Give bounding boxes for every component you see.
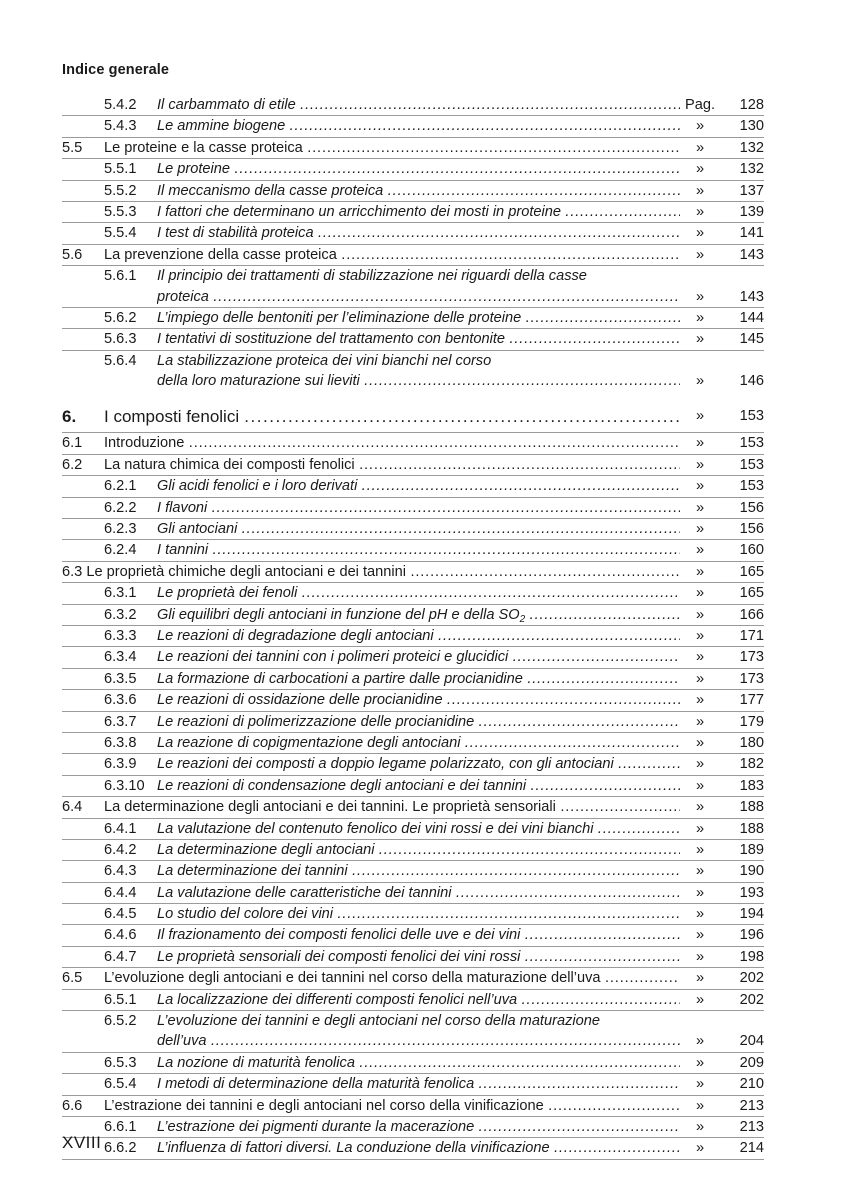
toc-page-marker: » <box>695 203 705 220</box>
toc-entry-number: 5.5 <box>62 139 83 156</box>
toc-entry <box>62 1138 764 1159</box>
toc-page-number: 153 <box>739 456 764 473</box>
toc-entry-number: 6.3.9 <box>104 756 137 773</box>
toc-entry <box>62 498 764 519</box>
toc-entry <box>62 733 764 754</box>
toc-entry-title: Il carbammato di etile . . . <box>157 95 680 115</box>
toc-page-marker: » <box>695 478 705 495</box>
toc-entry-title: proteica . . . <box>157 287 680 307</box>
toc-page-number: 214 <box>739 1140 764 1157</box>
toc-entry <box>62 223 764 244</box>
toc-entry-number: 6.6 <box>62 1097 83 1114</box>
toc-entry <box>62 1031 764 1052</box>
toc-entry <box>62 540 764 561</box>
toc-entry-title: I composti fenolici . . . <box>104 401 680 432</box>
toc-entry-title: Le reazioni dei tannini con i polimeri proteici e glucidici . . . <box>157 647 680 667</box>
toc-entry-number: 6.5.1 <box>104 991 137 1008</box>
toc-page-number: 204 <box>739 1033 764 1050</box>
toc-entry <box>62 476 764 497</box>
toc-entry-title: I tentativi di sostituzione del trattamento con bentonite . . . <box>157 329 680 349</box>
toc-entry-title: I metodi di determinazione della maturità fenolica . . . <box>157 1074 680 1094</box>
toc-page-marker: » <box>695 820 705 837</box>
toc-entry-number: 5.6.3 <box>104 331 137 348</box>
toc-entry <box>62 647 764 668</box>
toc-entry-title: La localizzazione dei differenti composti fenolici nell’uva . . . <box>157 990 680 1010</box>
toc-entry-title: I flavoni . . . <box>157 498 680 518</box>
toc-entry-number: 6.4.3 <box>104 863 137 880</box>
toc-entry-number: 6.6.2 <box>104 1140 137 1157</box>
toc-page-marker: » <box>695 456 705 473</box>
toc-entry-number: 6.5 <box>62 970 83 987</box>
toc-page-number: 143 <box>739 288 764 305</box>
toc-page-number: 153 <box>739 478 764 495</box>
toc-page-number: 213 <box>739 1097 764 1114</box>
toc-page-marker: » <box>695 225 705 242</box>
toc-entry-title: Gli equilibri degli antociani in funzione del pH e della $SO_2$ . . . <box>157 605 680 625</box>
toc-entry <box>62 712 764 733</box>
toc-entry-title: La formazione di carbocationi a partire dalle procianidine . . . <box>157 669 680 689</box>
toc-page-number: 202 <box>739 970 764 987</box>
toc-entry <box>62 329 764 350</box>
toc-page-number: 128 <box>739 97 764 113</box>
toc-entry-number: 6.2.4 <box>104 542 137 559</box>
toc-page-number: 173 <box>739 649 764 666</box>
toc-page-number: 182 <box>739 756 764 773</box>
toc-page-marker: » <box>695 161 705 178</box>
toc-page-marker: » <box>695 521 705 538</box>
toc-page-marker: » <box>695 1076 705 1093</box>
toc-page-marker: » <box>695 1054 705 1071</box>
toc-entry-number: 6.3.6 <box>104 692 137 709</box>
toc-page-number: 145 <box>739 331 764 348</box>
toc-entry <box>62 1117 764 1138</box>
toc-page-number: 180 <box>739 734 764 751</box>
toc-page-number: 209 <box>739 1054 764 1071</box>
toc-entry <box>62 371 764 391</box>
toc-entry-title: della loro maturazione sui lieviti . . . <box>157 371 680 391</box>
toc-page-number: 143 <box>739 246 764 263</box>
toc-page-marker: » <box>695 991 705 1008</box>
toc-page-marker: » <box>695 649 705 666</box>
toc-page-marker: » <box>695 246 705 263</box>
toc-entry <box>62 1074 764 1095</box>
toc-entry-number: 6.4.5 <box>104 906 137 923</box>
toc-entry <box>62 1053 764 1074</box>
toc-entry <box>62 840 764 861</box>
toc-entry-title: Le proteine . . . <box>157 159 680 179</box>
toc-page-marker: » <box>695 692 705 709</box>
toc-page-number: 132 <box>739 161 764 178</box>
toc-entry-title: Introduzione . . . <box>104 433 680 453</box>
toc-page-marker: » <box>695 777 705 794</box>
toc-entry <box>62 1096 764 1117</box>
toc-entry <box>62 583 764 604</box>
toc-entry <box>62 626 764 647</box>
toc-page-number: 165 <box>739 563 764 580</box>
toc-entry-number: 5.5.4 <box>104 225 137 242</box>
toc-entry <box>62 776 764 797</box>
toc-entry-title: Le reazioni dei composti a doppio legame polarizzato, con gli antociani . . . <box>157 754 680 774</box>
toc-entry-title: L’estrazione dei tannini e degli antociani nel corso della vinificazione . . . <box>104 1096 680 1116</box>
toc-entry-number: 6.5.2 <box>104 1013 137 1030</box>
toc-page-number: 194 <box>739 906 764 923</box>
toc-entry <box>62 138 764 159</box>
toc-page-number: 139 <box>739 203 764 220</box>
toc-page-marker: Pag. <box>684 97 716 113</box>
toc-entry <box>62 861 764 882</box>
toc-entry-number: 5.6.1 <box>104 268 137 285</box>
toc-page-marker: » <box>695 756 705 773</box>
toc-entry-number: 6.6.1 <box>104 1118 137 1135</box>
toc-page-number: 144 <box>739 309 764 326</box>
toc-page-marker: » <box>695 1140 705 1157</box>
toc-entry-title: La prevenzione della casse proteica . . . <box>104 245 680 265</box>
toc-page-number: 198 <box>739 948 764 965</box>
page-folio: XVIII <box>62 1133 102 1152</box>
toc-entry-title: Lo studio del colore dei vini . . . <box>157 904 680 924</box>
toc-entry-number: 6.3.1 <box>104 585 137 602</box>
toc-entry <box>62 433 764 454</box>
toc-entry-title: La determinazione degli antociani . . . <box>157 840 680 860</box>
toc-entry-title: La valutazione delle caratteristiche dei tannini . . . <box>157 883 680 903</box>
toc-page-marker: » <box>695 841 705 858</box>
toc-page-marker: » <box>695 606 705 623</box>
toc-entry <box>62 266 764 286</box>
toc-page-marker: » <box>695 499 705 516</box>
toc-entry-number: 6.3.8 <box>104 734 137 751</box>
toc-entry <box>62 605 764 626</box>
toc-entry-title: Le reazioni di degradazione degli antociani . . . <box>157 626 680 646</box>
toc-entry-title: Le proteine e la casse proteica . . . <box>104 138 680 158</box>
toc-entry-number: 5.5.1 <box>104 161 137 178</box>
toc-entry-title: I tannini . . . <box>157 540 680 560</box>
toc-page-number: 171 <box>739 627 764 644</box>
toc-entry-title: L’influenza di fattori diversi. La conduzione della vinificazione . . . <box>157 1138 680 1158</box>
toc-entry-number: 5.6 <box>62 246 83 263</box>
toc-entry <box>62 819 764 840</box>
toc-page-number: 189 <box>739 841 764 858</box>
toc-page-number: 179 <box>739 713 764 730</box>
toc-entry-number: 6.4.7 <box>104 948 137 965</box>
toc-entry-number: 6.3.4 <box>104 649 137 666</box>
toc-entry <box>62 519 764 540</box>
toc-entry <box>62 690 764 711</box>
toc-page-marker: » <box>695 670 705 687</box>
toc-entry-number: 6.2.1 <box>104 478 137 495</box>
toc-page-number: 165 <box>739 585 764 602</box>
toc-entry-number: 6.3.5 <box>104 670 137 687</box>
toc-entry-number: 6.4.1 <box>104 820 137 837</box>
toc-entry-number: 6.5.4 <box>104 1076 137 1093</box>
toc-entry-title: Il principio dei trattamenti di stabilizzazione nei riguardi della casse <box>157 268 587 285</box>
toc-entry <box>62 904 764 925</box>
toc-entry-title: 6.3 Le proprietà chimiche degli antociani e dei tannini . . . <box>62 562 680 582</box>
toc-entry-title: L’evoluzione dei tannini e degli antociani nel corso della maturazione <box>157 1013 600 1030</box>
toc-entry <box>62 245 764 266</box>
toc-entry-number: 6.3.3 <box>104 627 137 644</box>
toc-entry-title: La determinazione dei tannini . . . <box>157 861 680 881</box>
toc-entry-title: Il frazionamento dei composti fenolici delle uve e dei vini . . . <box>157 925 680 945</box>
toc-entry-title: I fattori che determinano un arricchimento dei mosti in proteine . . . <box>157 202 680 222</box>
toc-entry-title: Le reazioni di condensazione degli antociani e dei tannini . . . <box>157 776 680 796</box>
toc-page-number: 183 <box>739 777 764 794</box>
toc-entry <box>62 202 764 223</box>
toc-entry-number: 5.5.3 <box>104 203 137 220</box>
toc-page-number: 202 <box>739 991 764 1008</box>
toc-page-marker: » <box>695 288 705 305</box>
toc-entry-number: 5.4.3 <box>104 118 137 135</box>
toc-page-number: 177 <box>739 692 764 709</box>
toc-entry-number: 6.4.6 <box>104 927 137 944</box>
toc-entry-number: 6.3.10 <box>104 777 145 794</box>
toc-entry-title: La valutazione del contenuto fenolico dei vini rossi e dei vini bianchi . . . <box>157 819 680 839</box>
toc-page-marker: » <box>695 713 705 730</box>
toc-page-marker: » <box>695 1033 705 1050</box>
toc-entry <box>62 925 764 946</box>
toc-page-number: 213 <box>739 1118 764 1135</box>
toc-page-marker: » <box>695 563 705 580</box>
toc-page-marker: » <box>695 435 705 452</box>
toc-page-number: 160 <box>739 542 764 559</box>
toc-entry-title: L’impiego delle bentoniti per l’eliminazione delle proteine . . . <box>157 308 680 328</box>
toc-entry-number: 6.4 <box>62 799 83 816</box>
toc-chapter-entry <box>62 401 764 433</box>
toc-entry <box>62 1011 764 1031</box>
toc-page-number: 166 <box>739 606 764 623</box>
toc-page-number: 173 <box>739 670 764 687</box>
toc-page-number: 188 <box>739 799 764 816</box>
table-of-contents <box>62 95 764 1160</box>
toc-page-marker: » <box>695 948 705 965</box>
toc-page-marker: » <box>695 373 705 390</box>
toc-entry-number: 5.4.2 <box>104 97 137 113</box>
toc-page-marker: » <box>695 734 705 751</box>
toc-entry <box>62 883 764 904</box>
toc-page-marker: » <box>695 542 705 559</box>
toc-entry-title: I test di stabilità proteica . . . <box>157 223 680 243</box>
chapter-spacer <box>62 391 764 401</box>
toc-page-number: 153 <box>739 435 764 452</box>
toc-page-number: 156 <box>739 499 764 516</box>
toc-entry-title: La reazione di copigmentazione degli antociani . . . <box>157 733 680 753</box>
toc-entry <box>62 669 764 690</box>
toc-entry-title: Le proprietà dei fenoli . . . <box>157 583 680 603</box>
toc-entry-title: Il meccanismo della casse proteica . . . <box>157 181 680 201</box>
toc-entry <box>62 95 764 116</box>
toc-entry-number: 6.3.7 <box>104 713 137 730</box>
toc-entry <box>62 116 764 137</box>
toc-page-marker: » <box>695 1118 705 1135</box>
toc-entry <box>62 947 764 968</box>
toc-entry-number: 6.5.3 <box>104 1054 137 1071</box>
toc-page-number: 146 <box>739 373 764 390</box>
toc-entry <box>62 797 764 818</box>
toc-entry-number: 6.1 <box>62 435 83 452</box>
toc-page-marker: » <box>695 863 705 880</box>
toc-entry-number: 5.6.4 <box>104 352 137 369</box>
toc-page-number: 188 <box>739 820 764 837</box>
toc-entry-title: L’evoluzione degli antociani e dei tannini nel corso della maturazione dell’uva . . . <box>104 968 680 988</box>
toc-page-marker: » <box>695 799 705 816</box>
toc-entry-title: Le proprietà sensoriali dei composti fenolici dei vini rossi . . . <box>157 947 680 967</box>
toc-page-number: 137 <box>739 182 764 199</box>
toc-entry <box>62 754 764 775</box>
toc-page-marker: » <box>695 309 705 326</box>
toc-entry-title: La stabilizzazione proteica dei vini bianchi nel corso <box>157 352 492 369</box>
toc-entry <box>62 562 764 583</box>
toc-page-marker: » <box>695 627 705 644</box>
toc-entry-title: La determinazione degli antociani e dei tannini. Le proprietà sensoriali . . . <box>104 797 680 817</box>
toc-page-marker: » <box>695 408 705 425</box>
toc-entry-number: 6. <box>62 407 77 427</box>
toc-page-number: 156 <box>739 521 764 538</box>
toc-entry-number: 6.4.4 <box>104 884 137 901</box>
toc-page-number: 193 <box>739 884 764 901</box>
toc-page-number: 210 <box>739 1076 764 1093</box>
toc-page-number: 196 <box>739 927 764 944</box>
toc-page-marker: » <box>695 970 705 987</box>
toc-page-number: 130 <box>739 118 764 135</box>
toc-entry-number: 6.2.3 <box>104 521 137 538</box>
toc-page-marker: » <box>695 331 705 348</box>
toc-entry-number: 5.6.2 <box>104 309 137 326</box>
toc-entry-title: La nozione di maturità fenolica . . . <box>157 1053 680 1073</box>
toc-entry <box>62 159 764 180</box>
toc-entry-title: Le reazioni di polimerizzazione delle procianidine . . . <box>157 712 680 732</box>
toc-entry-number: 6.2.2 <box>104 499 137 516</box>
toc-entry-number: 6.3.2 <box>104 606 137 623</box>
toc-entry-number: 6.4.2 <box>104 841 137 858</box>
toc-page-marker: » <box>695 585 705 602</box>
toc-page-marker: » <box>695 927 705 944</box>
toc-entry <box>62 351 764 371</box>
toc-entry-title: Le ammine biogene . . . <box>157 116 680 136</box>
toc-page-number: 153 <box>739 408 764 425</box>
toc-page-marker: » <box>695 1097 705 1114</box>
toc-page-marker: » <box>695 906 705 923</box>
toc-page-marker: » <box>695 139 705 156</box>
toc-entry <box>62 308 764 329</box>
toc-entry-title: L’estrazione dei pigmenti durante la macerazione . . . <box>157 1117 680 1137</box>
toc-entry <box>62 990 764 1011</box>
toc-page-marker: » <box>695 884 705 901</box>
toc-entry <box>62 287 764 308</box>
toc-entry <box>62 968 764 989</box>
running-head: Indice generale <box>62 62 170 78</box>
toc-page-marker: » <box>695 182 705 199</box>
toc-page-number: 141 <box>739 225 764 242</box>
toc-page-marker: » <box>695 118 705 135</box>
toc-entry-title: Gli acidi fenolici e i loro derivati . . . <box>157 476 680 496</box>
toc-entry-title: dell’uva . . . <box>157 1031 680 1051</box>
toc-entry-title: Gli antociani . . . <box>157 519 680 539</box>
toc-entry-title: La natura chimica dei composti fenolici . . . <box>104 455 680 475</box>
toc-entry-title: Le reazioni di ossidazione delle procianidine . . . <box>157 690 680 710</box>
toc-entry <box>62 455 764 476</box>
toc-entry-number: 5.5.2 <box>104 182 137 199</box>
toc-entry-number: 6.2 <box>62 456 83 473</box>
toc-page-number: 132 <box>739 139 764 156</box>
toc-page-number: 190 <box>739 863 764 880</box>
toc-entry <box>62 181 764 202</box>
